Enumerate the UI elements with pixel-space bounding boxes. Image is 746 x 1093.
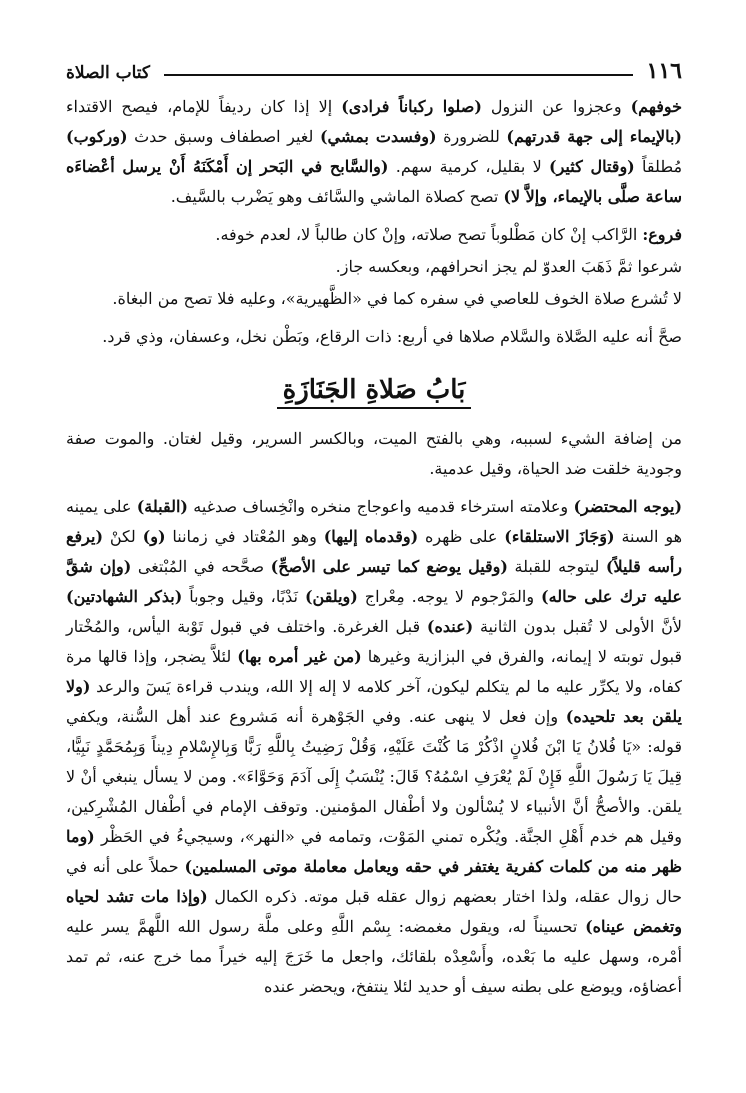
text-run: وهو المُعْتاد في زماننا (165, 527, 324, 546)
bold-text-run: (من غير أمره بها) (237, 647, 362, 666)
text-run: لأنَّ الأولى لا تُقبل بدون الثانية (473, 617, 682, 636)
bold-text-run: (يرفع رأسه قليلاً) (66, 527, 683, 576)
text-run: والمَرْجوم لا يوجه. مِعْراج (357, 587, 542, 606)
text-run: لئلاَّ يضجر، وإذا قالها مرة كفاه، ولا يكرِّر عليه ما لم يتكلم ليكون، آخر كلامه لا إله إلا الله، ويندب قراءة يَسٓ والرعد (66, 647, 682, 696)
text-run: للضرورة (436, 127, 507, 146)
text-run: لكنْ (103, 527, 143, 546)
bold-text-run: (بذكر الشهادتين) (66, 587, 183, 606)
text-run: تصح كصلاة الماشي والسَّائف وهو يَضْرب بالسَّيف. (170, 187, 504, 206)
text-run: تحسيناً له، ويقول مغمضه: بِسْم اللَّهِ وعلى ملَّة رسول الله اللَّهمَّ يسر عليه أمْره، وسهل عليه ما بَعْده، وأَسْعِدْه بلقائك، واجعل ما خَرَجَ إليه خيراً مما خرج عنه، ثم تمد أعضاؤه، ويوضع على بطنه سيف أو حديد لئلا ينتفخ، ويحضر عنده (66, 917, 682, 996)
text-run: لا بقليل، كرمية سهم. (388, 157, 550, 176)
text-run: من إضافة الشيء لسببه، وهي بالفتح الميت، وبالكسر السرير، وقيل لغتان. والموت صفة وجودية خلقت ضد الحياة، وقيل عدمية. (66, 429, 682, 478)
bold-text-run: (صلوا ركباناً فرادى) (341, 97, 482, 116)
paragraph-p2 (66, 220, 682, 250)
bold-text-run: (وقيل يوضع كما تيسر على الأصحِّ) (270, 557, 508, 576)
text-run: وإن فعل لا ينهى عنه. وفي الجَوْهرة أنه مَشروع عند أهل السُّنة، ويكفي قوله: «يَا فُلانُ يَا ابْنَ فُلانٍ اذْكُرْ مَا كُنْتَ عَلَيْهِ، وَقُلْ رَضِيتُ بِاللَّهِ رَبًّا وَبِالإِسْلامِ دِيناً وَبِمُحَمَّدٍ نَبِيًّا، قِيلَ يَا رَسُولَ اللَّهِ فَإِنْ لَمْ يُعْرَفِ اسْمُهُ؟ قَالَ: يُنْسَبُ إِلَى آدَمَ وَحَوَّاءَ». ومن لا يسأل ينبغي أنْ لا يلقن. والأصحُّ أنَّ الأنبياء لا يُسْألون ولا أطْفال المؤمنين. وتوقف الإمام في أطْفال المُشْرِكين، وقيل هم خدم أَهْلِ الجنَّة. ويُكْره تمني المَوْت، وتمامه في «النهر»، وسيجيءُ في الحَظْر (66, 707, 682, 846)
bold-text-run: (ولا يلقن بعد تلحيده) (66, 677, 682, 726)
paragraph-p1 (66, 92, 682, 212)
text-run: على يمينه هو السنة (66, 497, 683, 546)
text-run: إلا إذا كان رديفاً للإمام، فيصح الاقتداء (66, 97, 342, 116)
text-run: قبل الغرغرة. واختلف في قبول تَوْبة اليأس، والمُخْتار قبول توبته لا إيمانه، والفرق في البزازية وغيرها (66, 617, 682, 666)
bold-text-run: (ويلقن) (304, 587, 358, 606)
bold-text-run: (والسَّابح في البَحر إن أَمْكَنَهُ أَنْ يرسل أعْضاءَه ساعة صلَّى بالإيماء، وإلاَّ لا) (66, 157, 682, 206)
text-run: وعلامته استرخاء قدميه واعوجاج منخره وانْخِساف صدغيه (187, 497, 574, 516)
text-run: على ظهره (418, 527, 505, 546)
paragraph-p6 (66, 424, 682, 484)
text-run: ليتوجه للقبلة (507, 557, 606, 576)
text-run: لا تُشرع صلاة الخوف للعاصي في سفره كما في «الظَّهيرية»، وعليه فلا تصح من البغاة. (112, 289, 682, 308)
page-header (66, 52, 682, 82)
bold-text-run: (وإذا مات تشد لحياه وتغمض عيناه) (66, 887, 682, 936)
text-run: مُطلقاً (634, 157, 683, 176)
bold-text-run: (وما ظهر منه من كلمات كفرية يغتفر في حقه ويعامل معاملة موتى المسلمين) (66, 827, 682, 876)
text-run: صحَّحه في المُبْتغى (131, 557, 271, 576)
header-rule (164, 74, 633, 76)
page-number: ١١٦ (646, 58, 682, 84)
bold-text-run: (القبلة) (136, 497, 188, 516)
bold-text-run: (وَجَازَ الاستلقاء) (504, 527, 615, 546)
bold-text-run: (وركوب) (66, 127, 128, 146)
text-run: الرَّاكب إنْ كان مَطْلوباً تصح صلاته، وإنْ كان طالباً لا، لعدم خوفه. (215, 225, 643, 244)
text-run: شرعوا ثمَّ ذَهَبَ العدوّ لم يجز انحرافهم، وبعكسه جاز. (335, 257, 682, 276)
paragraph-p3 (66, 252, 682, 282)
paragraph-p5 (66, 322, 682, 352)
bold-text-run: (بالإيماء إلى جهة قدرتهم) (506, 127, 683, 146)
text-run: نَدْبًا، وقيل وجوباً (182, 587, 305, 606)
bold-text-run: (وإن شقَّ عليه ترك على حاله) (66, 557, 683, 606)
running-title: كتاب الصلاة (66, 63, 151, 83)
bold-text-run: (وقدماه إليها) (323, 527, 419, 546)
bold-text-run: خوفهم) (630, 97, 682, 116)
bold-text-run: (عنده) (426, 617, 474, 636)
text-run: لغير اصطفاف وسبق حدث (127, 127, 320, 146)
bold-text-run: (وفسدت بمشي) (319, 127, 437, 146)
bold-text-run: (وقتال كثير) (549, 157, 635, 176)
chapter-title (66, 370, 682, 410)
text-section-after-chapter (66, 424, 682, 1002)
text-run: صحَّ أنه عليه الصَّلاة والسَّلام صلاها في أربع: ذات الرقاع، وبَطْن نخل، وعسفان، وذي قرد. (102, 327, 682, 346)
text-run: حملاً على أنه في حال زوال عقله، ولذا اختار بعضهم زوال عقله قبل موته. ذكره الكمال (66, 857, 682, 906)
page-content (66, 92, 682, 1004)
text-section-before-chapter (66, 92, 682, 352)
bold-text-run: (يوجه المحتضر) (573, 497, 683, 516)
bold-text-run: (و) (142, 527, 166, 546)
paragraph-p7 (66, 492, 682, 1002)
chapter-title-text: بَابُ صَلاةِ الجَنَازَةِ (277, 375, 472, 409)
paragraph-p4 (66, 284, 682, 314)
text-run: وعجزوا عن النزول (481, 97, 631, 116)
bold-text-run: فروع: (642, 225, 682, 244)
